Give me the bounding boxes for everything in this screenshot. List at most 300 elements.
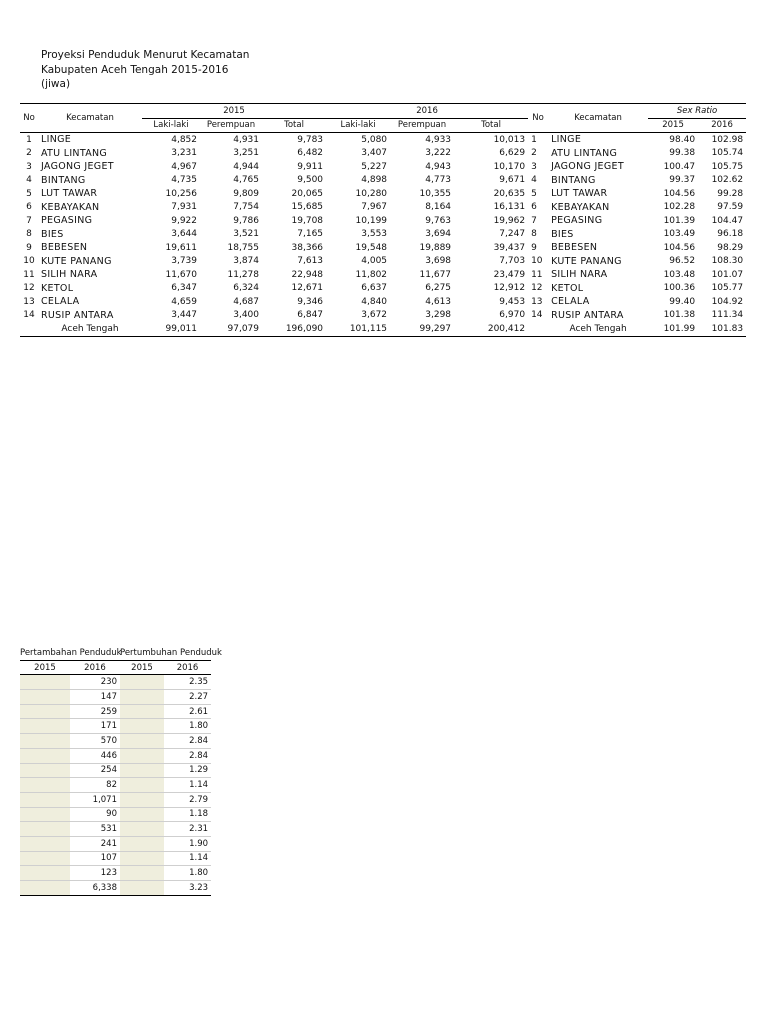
title-line-2: Kabupaten Aceh Tengah 2015-2016: [41, 63, 229, 76]
pertambahan-2015: [20, 807, 70, 822]
row-kecamatan: BEBESEN: [41, 242, 88, 254]
pertambahan-2016: 259: [70, 704, 120, 719]
row-laki-2016: 11,802: [355, 269, 388, 280]
row-sex-ratio-2015: 99.37: [669, 175, 696, 186]
row-sex-ratio-2016: 104.92: [711, 296, 744, 307]
table-row: [20, 241, 746, 255]
header-kecamatan: Kecamatan: [38, 104, 142, 133]
pertambahan-2016: 570: [70, 734, 120, 749]
row-laki-2015: 3,644: [171, 229, 197, 240]
row-no: 12: [23, 283, 35, 294]
row-no-2: 7: [531, 215, 537, 226]
header-year-2016: 2016: [326, 104, 528, 119]
row-perempuan-2015: 4,944: [233, 161, 259, 172]
row-kecamatan: KUTE PANANG: [41, 255, 112, 267]
pertambahan-2015: [20, 675, 70, 690]
row-no: 6: [26, 202, 32, 213]
pertambahan-2015: [20, 690, 70, 705]
table-row: [20, 309, 746, 323]
growth-row: [20, 851, 211, 866]
row-kecamatan-2: KUTE PANANG: [551, 255, 622, 267]
row-no-2: 5: [531, 188, 537, 199]
pertambahan-2015: [20, 719, 70, 734]
row-sex-ratio-2015: 102.28: [663, 202, 696, 213]
row-perempuan-2016: 4,773: [425, 175, 452, 186]
population-table-body: [20, 133, 746, 323]
row-kecamatan: KEBAYAKAN: [41, 201, 100, 213]
row-perempuan-2016: 11,677: [419, 269, 452, 280]
row-no-2: 8: [531, 229, 537, 240]
row-no: 2: [26, 148, 32, 159]
row-laki-2016: 10,199: [355, 215, 388, 226]
header-no: No: [20, 104, 38, 133]
row-no-2: 12: [531, 283, 543, 294]
row-sex-ratio-2015: 103.48: [663, 269, 696, 280]
total-laki-2016: 101,115: [326, 322, 390, 336]
header-kecamatan-2: Kecamatan: [548, 104, 648, 133]
pertambahan-2015: [20, 778, 70, 793]
row-perempuan-2015: 4,931: [233, 134, 259, 145]
pertambahan-2016: 6,338: [70, 881, 120, 896]
pertumbuhan-2015: [120, 675, 164, 690]
row-no: 5: [26, 188, 32, 199]
header-sr-2016: 2016: [698, 118, 746, 133]
row-no-2: 4: [531, 175, 537, 186]
pertambahan-2016: 1,071: [70, 792, 120, 807]
pertambahan-2016: 230: [70, 675, 120, 690]
row-perempuan-2016: 3,222: [425, 148, 452, 159]
pertumbuhan-2015: [120, 807, 164, 822]
row-kecamatan: BINTANG: [41, 174, 86, 186]
header-total-2015: Total: [262, 118, 326, 133]
row-kecamatan: SILIH NARA: [41, 269, 98, 281]
row-kecamatan: LINGE: [41, 134, 72, 146]
row-perempuan-2016: 4,613: [425, 296, 452, 307]
total-perempuan-2016: 99,297: [390, 322, 454, 336]
pertumbuhan-2016: 1.29: [164, 763, 211, 778]
row-no: 11: [23, 269, 35, 280]
row-sex-ratio-2015: 100.36: [663, 283, 696, 294]
population-table-wrapper: [20, 103, 746, 337]
row-no: 9: [26, 242, 32, 253]
row-sex-ratio-2015: 101.39: [663, 215, 696, 226]
row-total-2016: 23,479: [493, 269, 526, 280]
growth-row: [20, 704, 211, 719]
pertambahan-2015: [20, 866, 70, 881]
growth-row: [20, 822, 211, 837]
row-perempuan-2016: 3,698: [425, 256, 452, 267]
row-no-2: 2: [531, 148, 537, 159]
growth-table: [20, 646, 222, 896]
row-sex-ratio-2016: 105.75: [711, 161, 744, 172]
growth-row: [20, 866, 211, 881]
document-title: [41, 48, 249, 92]
pertumbuhan-2016: 1.18: [164, 807, 211, 822]
table-row: [20, 255, 746, 269]
row-kecamatan-2: BINTANG: [551, 174, 596, 186]
pertumbuhan-2016: 1.80: [164, 719, 211, 734]
row-no: 13: [23, 296, 35, 307]
pertumbuhan-2016: 2.35: [164, 675, 211, 690]
table-row: [20, 214, 746, 228]
row-perempuan-2015: 18,755: [227, 242, 259, 253]
title-line-1: Proyeksi Penduduk Menurut Kecamatan: [41, 49, 250, 61]
table-row: [20, 282, 746, 296]
pertambahan-2016: 446: [70, 748, 120, 763]
row-no: 7: [26, 215, 32, 226]
row-total-2015: 20,065: [291, 188, 324, 199]
pertambahan-2016: 241: [70, 836, 120, 851]
row-laki-2015: 7,931: [171, 202, 197, 213]
pertumbuhan-2015: [120, 836, 164, 851]
row-kecamatan-2: SILIH NARA: [551, 269, 608, 281]
growth-row: [20, 807, 211, 822]
row-kecamatan: BIES: [41, 228, 64, 240]
row-sex-ratio-2016: 96.18: [717, 229, 744, 240]
pertumbuhan-2015: [120, 822, 164, 837]
row-perempuan-2015: 7,754: [233, 202, 259, 213]
row-laki-2016: 6,637: [361, 283, 388, 294]
growth-row: [20, 792, 211, 807]
pertumbuhan-2015: [120, 719, 164, 734]
row-sex-ratio-2016: 105.74: [711, 148, 744, 159]
pertumbuhan-2016: 1.80: [164, 866, 211, 881]
row-total-2016: 9,671: [499, 175, 526, 186]
row-sex-ratio-2016: 102.98: [711, 134, 744, 145]
row-sex-ratio-2016: 101.07: [711, 269, 744, 280]
row-laki-2015: 6,347: [171, 283, 197, 294]
row-sex-ratio-2015: 96.52: [669, 256, 696, 267]
row-no-2: 3: [531, 161, 537, 172]
row-laki-2016: 3,407: [361, 148, 388, 159]
row-perempuan-2015: 9,786: [233, 215, 259, 226]
row-sex-ratio-2016: 108.30: [711, 256, 744, 267]
row-total-2015: 9,500: [297, 175, 324, 186]
total-laki-2015: 99,011: [142, 322, 200, 336]
pertumbuhan-2016: 1.90: [164, 836, 211, 851]
row-total-2015: 19,708: [291, 215, 324, 226]
row-total-2016: 10,170: [493, 161, 526, 172]
row-kecamatan-2: CELALA: [551, 296, 590, 308]
pertambahan-2016: 147: [70, 690, 120, 705]
pertambahan-2016: 171: [70, 719, 120, 734]
row-kecamatan-2: JAGONG JEGET: [551, 161, 624, 173]
pertumbuhan-2015: [120, 690, 164, 705]
row-kecamatan: JAGONG JEGET: [41, 161, 114, 173]
growth-row: [20, 719, 211, 734]
total-kecamatan: Aceh Tengah: [38, 322, 142, 336]
pertumbuhan-2015: [120, 763, 164, 778]
row-total-2015: 38,366: [291, 242, 324, 253]
header-perempuan-2015: Perempuan: [200, 118, 262, 133]
row-kecamatan-2: LINGE: [551, 134, 582, 146]
row-no: 10: [23, 256, 35, 267]
row-total-2016: 39,437: [493, 242, 526, 253]
row-total-2016: 10,013: [493, 134, 526, 145]
pertumbuhan-2015: [120, 866, 164, 881]
row-kecamatan: PEGASING: [41, 215, 93, 227]
header-laki-2015: Laki-laki: [142, 118, 200, 133]
row-sex-ratio-2015: 104.56: [663, 188, 696, 199]
row-sex-ratio-2016: 99.28: [717, 188, 744, 199]
pertambahan-2015: [20, 734, 70, 749]
row-kecamatan: LUT TAWAR: [41, 188, 98, 200]
row-laki-2016: 5,227: [361, 161, 388, 172]
row-sex-ratio-2016: 111.34: [711, 310, 744, 321]
row-total-2016: 16,131: [493, 202, 526, 213]
row-perempuan-2015: 11,278: [227, 269, 259, 280]
row-total-2015: 15,685: [291, 202, 324, 213]
row-total-2016: 20,635: [493, 188, 526, 199]
row-total-2015: 9,911: [297, 161, 324, 172]
row-laki-2015: 3,231: [171, 148, 197, 159]
row-no: 14: [23, 310, 35, 321]
row-kecamatan: ATU LINTANG: [41, 147, 108, 159]
pertumbuhan-2015: [120, 778, 164, 793]
table-row: [20, 187, 746, 201]
row-total-2016: 12,912: [493, 283, 526, 294]
header-sr-2015: 2015: [648, 118, 698, 133]
row-perempuan-2015: 4,687: [233, 296, 259, 307]
row-laki-2015: 3,739: [171, 256, 197, 267]
pertambahan-2016: 531: [70, 822, 120, 837]
total-perempuan-2015: 97,079: [200, 322, 262, 336]
row-sex-ratio-2015: 100.47: [663, 161, 696, 172]
row-laki-2015: 11,670: [165, 269, 197, 280]
row-sex-ratio-2016: 104.47: [711, 215, 744, 226]
row-perempuan-2015: 4,765: [233, 175, 259, 186]
table-row: [20, 174, 746, 188]
header-perempuan-2016: Perempuan: [390, 118, 454, 133]
row-total-2015: 6,847: [297, 310, 324, 321]
row-total-2016: 19,962: [493, 215, 526, 226]
row-sex-ratio-2016: 105.77: [711, 283, 744, 294]
row-perempuan-2016: 8,164: [425, 202, 452, 213]
row-no-2: 9: [531, 242, 537, 253]
row-kecamatan-2: KEBAYAKAN: [551, 201, 610, 213]
row-total-2015: 6,482: [297, 148, 324, 159]
row-no: 4: [26, 175, 32, 186]
row-kecamatan-2: LUT TAWAR: [551, 188, 608, 200]
row-total-2015: 12,671: [291, 283, 324, 294]
row-no-2: 1: [531, 134, 537, 145]
row-perempuan-2016: 3,694: [425, 229, 452, 240]
row-laki-2015: 4,659: [171, 296, 197, 307]
row-sex-ratio-2016: 102.62: [711, 175, 744, 186]
growth-row: [20, 748, 211, 763]
growth-table-wrapper: [20, 646, 222, 896]
row-total-2016: 6,970: [499, 310, 526, 321]
row-sex-ratio-2015: 98.40: [669, 134, 696, 145]
pertumbuhan-2016: 2.61: [164, 704, 211, 719]
growth-year-header: 2016: [70, 660, 120, 675]
pertambahan-2016: 90: [70, 807, 120, 822]
row-perempuan-2015: 3,400: [233, 310, 259, 321]
row-laki-2015: 4,852: [171, 134, 197, 145]
growth-row: [20, 675, 211, 690]
row-sex-ratio-2015: 99.38: [669, 148, 696, 159]
pertambahan-2016: 107: [70, 851, 120, 866]
total-row: [20, 322, 746, 336]
row-laki-2016: 7,967: [361, 202, 388, 213]
population-table: [20, 103, 746, 337]
row-perempuan-2016: 19,889: [419, 242, 452, 253]
pertumbuhan-2015: [120, 704, 164, 719]
row-laki-2015: 19,611: [165, 242, 197, 253]
pertumbuhan-2016: 2.27: [164, 690, 211, 705]
row-sex-ratio-2015: 99.40: [669, 296, 696, 307]
row-kecamatan-2: BIES: [551, 228, 574, 240]
row-laki-2015: 4,735: [171, 175, 197, 186]
pertambahan-2015: [20, 836, 70, 851]
pertumbuhan-2016: 1.14: [164, 851, 211, 866]
growth-row: [20, 881, 211, 896]
row-no: 1: [26, 134, 32, 145]
total-kecamatan-2: Aceh Tengah: [548, 322, 648, 336]
row-total-2015: 7,165: [297, 229, 324, 240]
growth-table-body: [20, 675, 211, 895]
row-laki-2016: 3,672: [361, 310, 388, 321]
row-no-2: 10: [531, 256, 543, 267]
row-kecamatan-2: RUSIP ANTARA: [551, 309, 624, 321]
total-no-2: [528, 322, 548, 336]
growth-row: [20, 763, 211, 778]
row-laki-2016: 3,553: [361, 229, 388, 240]
row-total-2016: 7,247: [499, 229, 526, 240]
pertumbuhan-2016: 2.31: [164, 822, 211, 837]
row-no-2: 13: [531, 296, 543, 307]
row-no: 8: [26, 229, 32, 240]
row-total-2015: 7,613: [297, 256, 324, 267]
row-sex-ratio-2015: 101.38: [663, 310, 696, 321]
row-total-2016: 9,453: [499, 296, 526, 307]
growth-year-header: 2016: [164, 660, 211, 675]
row-kecamatan-2: ATU LINTANG: [551, 147, 618, 159]
row-total-2015: 9,346: [297, 296, 324, 307]
pertumbuhan-2015: [120, 851, 164, 866]
table-row: [20, 268, 746, 282]
pertumbuhan-2016: 2.84: [164, 734, 211, 749]
pertambahan-2015: [20, 851, 70, 866]
header-pertumbuhan: Pertumbuhan Penduduk: [120, 646, 211, 660]
row-laki-2016: 19,548: [355, 242, 388, 253]
growth-row: [20, 836, 211, 851]
pertumbuhan-2016: 3.23: [164, 881, 211, 896]
row-perempuan-2016: 3,298: [425, 310, 452, 321]
header-total-2016: Total: [454, 118, 528, 133]
row-laki-2016: 4,840: [361, 296, 388, 307]
title-line-3: (jiwa): [41, 78, 71, 90]
pertambahan-2015: [20, 748, 70, 763]
row-perempuan-2015: 3,874: [233, 256, 259, 267]
pertumbuhan-2015: [120, 748, 164, 763]
row-perempuan-2015: 6,324: [233, 283, 259, 294]
table-row: [20, 147, 746, 161]
pertambahan-2015: [20, 704, 70, 719]
row-sex-ratio-2016: 97.59: [717, 202, 744, 213]
row-total-2015: 9,783: [297, 134, 324, 145]
row-perempuan-2015: 9,809: [233, 188, 259, 199]
row-kecamatan-2: BEBESEN: [551, 242, 598, 254]
table-row: [20, 295, 746, 309]
pertambahan-2016: 123: [70, 866, 120, 881]
row-no-2: 14: [531, 310, 543, 321]
row-no-2: 11: [531, 269, 543, 280]
table-row: [20, 201, 746, 215]
row-total-2016: 7,703: [499, 256, 526, 267]
row-perempuan-2016: 10,355: [419, 188, 452, 199]
row-laki-2015: 3,447: [171, 310, 197, 321]
growth-row: [20, 778, 211, 793]
table-row: [20, 160, 746, 174]
row-no-2: 6: [531, 202, 537, 213]
row-kecamatan: RUSIP ANTARA: [41, 309, 114, 321]
growth-row: [20, 690, 211, 705]
total-total-2015: 196,090: [262, 322, 326, 336]
row-laki-2016: 5,080: [361, 134, 388, 145]
row-perempuan-2016: 9,763: [425, 215, 452, 226]
row-laki-2016: 10,280: [355, 188, 388, 199]
pertambahan-2016: 82: [70, 778, 120, 793]
pertambahan-2015: [20, 792, 70, 807]
row-laki-2015: 10,256: [165, 188, 197, 199]
pertumbuhan-2016: 1.14: [164, 778, 211, 793]
total-sr-2015: 101.99: [648, 322, 698, 336]
pertumbuhan-2016: 2.79: [164, 792, 211, 807]
header-laki-2016: Laki-laki: [326, 118, 390, 133]
row-kecamatan: KETOL: [41, 282, 74, 294]
table-row: [20, 133, 746, 147]
pertumbuhan-2015: [120, 881, 164, 896]
row-sex-ratio-2015: 103.49: [663, 229, 696, 240]
total-no: [20, 322, 38, 336]
row-perempuan-2016: 4,943: [425, 161, 452, 172]
pertambahan-2015: [20, 822, 70, 837]
row-kecamatan-2: PEGASING: [551, 215, 603, 227]
row-laki-2015: 9,922: [171, 215, 197, 226]
growth-row: [20, 734, 211, 749]
row-laki-2016: 4,005: [361, 256, 388, 267]
header-pertambahan: Pertambahan Penduduk: [20, 646, 120, 660]
total-sr-2016: 101.83: [698, 322, 746, 336]
row-perempuan-2015: 3,521: [233, 229, 259, 240]
row-laki-2015: 4,967: [171, 161, 197, 172]
growth-year-header: 2015: [120, 660, 164, 675]
pertambahan-2015: [20, 881, 70, 896]
row-perempuan-2015: 3,251: [233, 148, 259, 159]
total-total-2016: 200,412: [454, 322, 528, 336]
pertumbuhan-2015: [120, 734, 164, 749]
pertumbuhan-2016: 2.84: [164, 748, 211, 763]
header-year-2015: 2015: [142, 104, 326, 119]
row-perempuan-2016: 6,275: [425, 283, 452, 294]
row-kecamatan: CELALA: [41, 296, 80, 308]
pertambahan-2016: 254: [70, 763, 120, 778]
row-sex-ratio-2015: 104.56: [663, 242, 696, 253]
row-laki-2016: 4,898: [361, 175, 388, 186]
header-sex-ratio: Sex Ratio: [648, 104, 746, 119]
row-perempuan-2016: 4,933: [425, 134, 452, 145]
pertumbuhan-2015: [120, 792, 164, 807]
table-row: [20, 228, 746, 242]
pertambahan-2015: [20, 763, 70, 778]
row-kecamatan-2: KETOL: [551, 282, 584, 294]
row-no: 3: [26, 161, 32, 172]
header-no-2: No: [528, 104, 548, 133]
row-total-2016: 6,629: [499, 148, 526, 159]
row-sex-ratio-2016: 98.29: [717, 242, 744, 253]
growth-year-header: 2015: [20, 660, 70, 675]
